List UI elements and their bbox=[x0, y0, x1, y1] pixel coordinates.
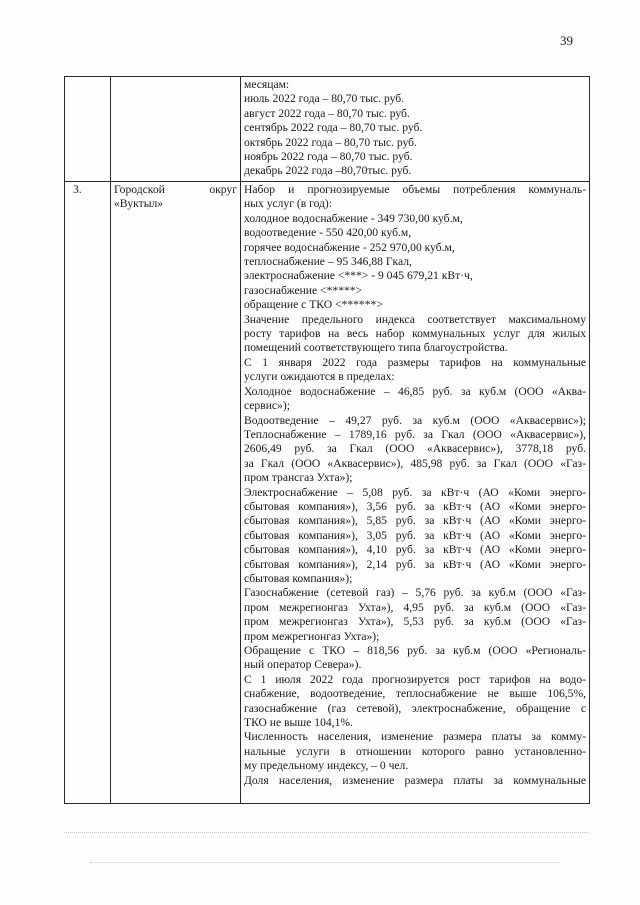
text-line: 2606,49 руб. за Гкал (ООО «Аквасервис»), 3778,18 руб. bbox=[244, 442, 586, 456]
text-line: услуги ожидаются в пределах: bbox=[244, 370, 395, 384]
text-line: ный оператор Севера»). bbox=[244, 658, 362, 672]
text-line: Холодное водоснабжение – 46,85 руб. за куб.м (ООО «Аква- bbox=[244, 384, 586, 398]
description-cell bbox=[241, 77, 590, 182]
text-line: август 2022 года – 80,70 тыс. руб. bbox=[244, 106, 410, 120]
description-cell bbox=[241, 182, 590, 804]
text-line: Теплоснабжение – 1789,16 руб. за Гкал (ООО «Аквасервис»), bbox=[244, 427, 586, 441]
municipality-name-word: округ bbox=[209, 183, 237, 196]
text-line: сентябрь 2022 года – 80,70 тыс. руб. bbox=[244, 121, 423, 135]
text-line: ноябрь 2022 года – 80,70 тыс. руб. bbox=[244, 150, 413, 164]
text-line: му предельному индексу, – 0 чел. bbox=[244, 759, 409, 773]
text-line: холодное водоснабжение - 349 730,00 куб.м, bbox=[244, 211, 463, 225]
text-line: за Гкал (ООО «Аквасервис»), 485,98 руб. за Гкал (ООО «Газ- bbox=[244, 456, 586, 470]
text-line: месяцам: bbox=[244, 78, 290, 91]
text-line: теплоснабжение – 95 346,88 Гкал, bbox=[244, 255, 412, 269]
row-number-cell bbox=[65, 77, 111, 182]
text-line: пром межрегионгаз Ухта»), 4,95 руб. за куб.м (ООО «Газ- bbox=[244, 600, 586, 614]
table-row bbox=[65, 77, 590, 182]
scan-dotted-line bbox=[64, 832, 589, 833]
text-line: Доля населения, изменение размера платы за коммунальные bbox=[244, 773, 586, 787]
text-line: пром межрегионгаз Ухта»), 5,53 руб. за куб.м (ООО «Газ- bbox=[244, 615, 586, 629]
text-line: июль 2022 года – 80,70 тыс. руб. bbox=[244, 92, 405, 106]
text-line: газоснабжение (газ сетевой), электроснабжение, обращение с bbox=[244, 701, 586, 715]
text-line: Численность населения, изменение размера платы за комму- bbox=[244, 730, 586, 744]
text-line: помещений соответствующего типа благоустройства. bbox=[244, 341, 508, 355]
text-line: сбытовая компания»), 5,85 руб. за кВт·ч (АО «Коми энерго- bbox=[244, 514, 586, 528]
text-line: Водоотведение – 49,27 руб. за куб.м (ООО «Аквасервис»); bbox=[244, 413, 586, 427]
text-line: С 1 января 2022 года размеры тарифов на коммунальные bbox=[244, 355, 586, 369]
text-line: обращение с ТКО <******> bbox=[244, 298, 383, 312]
municipality-cell bbox=[111, 77, 241, 182]
text-line: Значение предельного индекса соответствует максимальному bbox=[244, 312, 586, 326]
text-line: пром трансгаз Ухта»); bbox=[244, 471, 353, 485]
text-line: Обращение с ТКО – 818,56 руб. за куб.м (ООО «Региональ- bbox=[244, 644, 586, 657]
text-line: росту тарифов на весь набор коммунальных услуг для жилых bbox=[244, 327, 586, 341]
text-line: октябрь 2022 года – 80,70 тыс. руб. bbox=[244, 135, 417, 149]
text-line: сбытовая компания»), 2,14 руб. за кВт·ч (АО «Коми энерго- bbox=[244, 557, 586, 571]
text-line: снабжение, водоотведение, теплоснабжение не выше 106,5%, bbox=[244, 687, 586, 701]
text-line: ТКО не выше 104,1%. bbox=[244, 716, 353, 730]
text-line: сбытовая компания»), 4,10 руб. за кВт·ч (АО «Коми энерго- bbox=[244, 543, 586, 557]
row-number-cell: 3. bbox=[65, 182, 111, 804]
tariff-table bbox=[64, 76, 590, 804]
municipality-name-word: Городской bbox=[114, 183, 165, 196]
text-line: Набор и прогнозируемые объемы потребления коммуналь- bbox=[244, 183, 586, 196]
text-line: сбытовая компания»); bbox=[244, 571, 353, 585]
text-line: С 1 июля 2022 года прогнозируется рост тарифов на водо- bbox=[244, 672, 586, 686]
text-line: сбытовая компания»), 3,05 руб. за кВт·ч (АО «Коми энерго- bbox=[244, 528, 586, 542]
text-line: горячее водоснабжение - 252 970,00 куб.м, bbox=[244, 240, 455, 254]
text-line: водоотведение - 550 420,00 куб.м, bbox=[244, 226, 412, 240]
page-number: 39 bbox=[560, 33, 573, 48]
text-line: Электроснабжение – 5,08 руб. за кВт·ч (АО «Коми энерго- bbox=[244, 485, 586, 499]
scan-dotted-line bbox=[90, 862, 560, 863]
text-line: пром межрегионгаз Ухта»); bbox=[244, 629, 380, 643]
table-row bbox=[65, 182, 590, 804]
text-line: сервис»); bbox=[244, 399, 290, 413]
text-line: нальные услуги в отношении которого равно установленно- bbox=[244, 744, 586, 758]
text-line: газоснабжение <*****> bbox=[244, 283, 363, 297]
text-line: ных услуг (в год): bbox=[244, 197, 333, 211]
municipality-name-line: «Вуктыл» bbox=[114, 197, 164, 211]
municipality-cell bbox=[111, 182, 241, 804]
municipality-name-line bbox=[114, 183, 237, 197]
text-line: электроснабжение <***> - 9 045 679,21 кВт·ч, bbox=[244, 269, 473, 283]
text-line: декабрь 2022 года –80,70тыс. руб. bbox=[244, 164, 412, 178]
text-line: Газоснабжение (сетевой газ) – 5,76 руб. за куб.м (ООО «Газ- bbox=[244, 586, 586, 600]
text-line: сбытовая компания»), 3,56 руб. за кВт·ч (АО «Коми энерго- bbox=[244, 499, 586, 513]
